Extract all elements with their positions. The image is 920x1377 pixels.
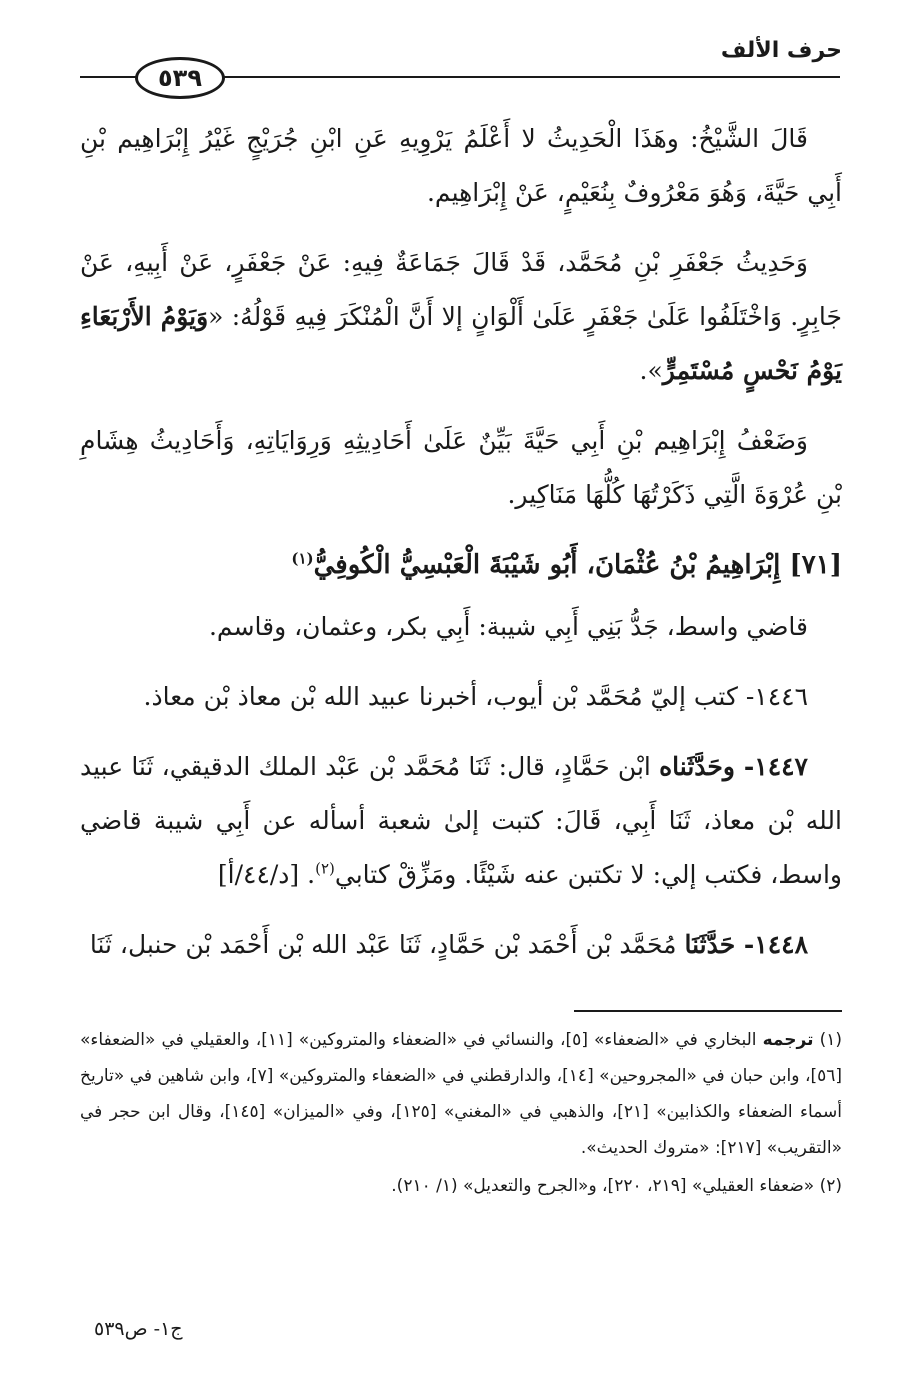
paragraph-1: قَالَ الشَّيْخُ: وهَذَا الْحَدِيثُ لا أَعْلَمُ يَرْوِيهِ عَنِ ابْنِ جُرَيْجٍ غَيْرُ إِبْرَاهِيم بْنِ أَبِي حَيَّةَ، وَهُوَ مَعْرُوفٌ بِنُعَيْمٍ، عَنْ إِبْرَاهِيم.	[80, 124, 842, 207]
entry-heading	[80, 538, 842, 592]
entry-heading-text: [٧١] إِبْرَاهِيمُ بْنُ عُثْمَانَ، أَبُو شَيْبَةَ الْعَبْسِيُّ الْكُوفِيُّ	[313, 550, 842, 580]
footnote-1-keyword: ترجمه	[762, 1030, 814, 1050]
volume-page-reference: ج١- ص٥٣٩	[94, 1318, 183, 1340]
page-number-badge: ٥٣٩	[135, 57, 225, 99]
quoted-hadith: وَيَوْمُ الأَرْبَعَاءِ يَوْمُ نَحْسٍ مُسْتَمِرٍّ	[80, 302, 842, 385]
narration-1447-text: ابْن حَمَّادٍ، قال: ثَنَا مُحَمَّد بْن عَبْد الملك الدقيقي، ثَنَا عبيد الله بْن معاذ، ثَنَا أَبِي، قَالَ: كتبت إلىٰ شعبة أسأله عن أَبِي شيبة قاضي واسط، فكتب إلي: لا تكتبن عنه شَيْئًا. ومَزِّقْ كتابي	[80, 752, 842, 889]
footnote-ref-1: (١)	[291, 549, 314, 568]
narration-1448	[80, 918, 842, 972]
narration-1448-number: ١٤٤٨-	[735, 930, 808, 959]
narration-1447-opening: وحَدَّثَناه	[659, 752, 735, 781]
paragraph-4: قاضي واسط، جَدُّ بَنِي أَبِي شيبة: أَبِي بكر، وعثمان، وقاسم.	[208, 612, 808, 641]
footnote-2: (٢) «ضعفاء العقيلي» [٢١٩، ٢٢٠]، و«الجرح والتعديل» (١/ ٢١٠).	[391, 1176, 842, 1196]
main-text	[80, 112, 842, 988]
narration-1446: ١٤٤٦- كتب إليّ مُحَمَّد بْن أيوب، أخبرنا عبيد الله بْن معاذ بْن معاذ.	[143, 682, 808, 711]
narration-1447-number: ١٤٤٧-	[734, 752, 808, 781]
footnotes	[80, 1022, 842, 1206]
footnote-1	[80, 1022, 842, 1166]
narration-1448-text: مُحَمَّد بْن أَحْمَد بْن حَمَّادٍ، ثَنَا عَبْد الله بْن أَحْمَد بْن حنبل، ثَنَا	[89, 930, 685, 959]
paragraph-2	[80, 236, 842, 398]
footnote-1-mark: (١)	[813, 1030, 842, 1050]
paragraph-2-text: وَحَدِيثُ جَعْفَرِ بْنِ مُحَمَّد، قَدْ قَالَ جَمَاعَةٌ فِيهِ: عَنْ جَعْفَرٍ، عَنْ أَبِيهِ، عَنْ جَابِرٍ. وَاخْتَلَفُوا عَلَىٰ جَعْفَرٍ عَلَىٰ أَلْوَانٍ إلا أَنَّ الْمُنْكَرَ فِيهِ قَوْلُهُ: «	[80, 248, 842, 331]
footnote-ref-2: (٢)	[315, 859, 335, 878]
running-title: حرف الألف	[720, 38, 842, 63]
footnote-1-text: البخاري في «الضعفاء» [٥]، والنسائي في «الضعفاء والمتروكين» [١١]، والعقيلي في «الضعفاء» [٥٦]، وابن حبان في «المجروحين» [١٤]، والدارقطني في «الضعفاء والمتروكين» [٧]، وابن شاهين في «تاريخ أسماء الضعفاء والكذابين» [٢١]، والذهبي في «المغني» [١٢٥]، وفي «الميزان» [١٤٥]، وقال ابن حجر في «التقريب» [٢١٧]: «متروك الحديث».	[80, 1030, 843, 1158]
paragraph-3: وَضَعْفُ إِبْرَاهِيم بْنِ أَبِي حَيَّةَ بَيِّنٌ عَلَىٰ أَحَادِيثِهِ وَرِوَايَاتِهِ، وَأَحَادِيثُ هِشَامِ بْنِ عُرْوَةَ الَّتِي ذَكَرْتُهَا كُلُّهَا مَنَاكِير.	[80, 426, 842, 509]
narration-1448-opening: حَدَّثَنَا	[684, 930, 736, 959]
paragraph-2-end: ».	[639, 356, 663, 385]
manuscript-ref: . [د/٤٤/أ]	[217, 860, 316, 889]
footnote-rule	[574, 1010, 842, 1012]
narration-1447	[80, 740, 842, 902]
